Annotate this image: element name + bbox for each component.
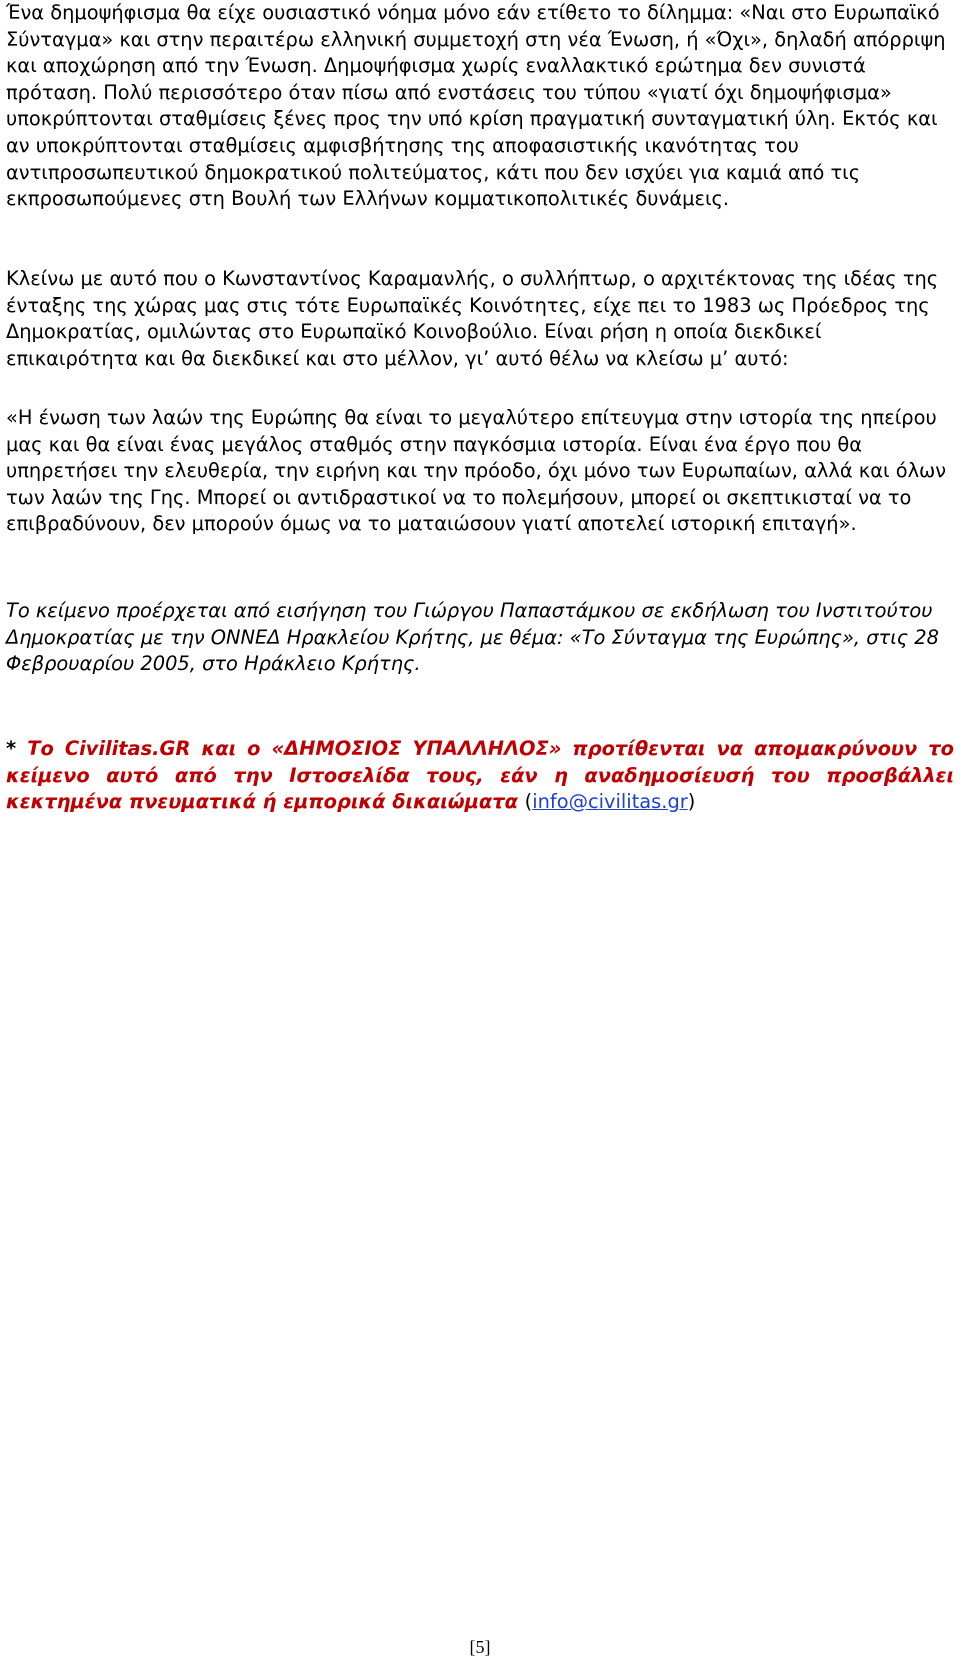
paragraph-karamanlis: Κλείνω με αυτό που ο Κωνσταντίνος Καραμανλής, ο συλλήπτωρ, ο αρχιτέκτονας της ιδέας της ένταξης της χώρας μας στις τότε Ευρωπαϊκές Κοινότητες, είχε πει το 1983 ως Πρόεδρος της Δημοκρατίας, ομιλώντας στο Ευρωπαϊκό Κοινοβούλιο. Είναι ρήση η οποία διεκδικεί επικαιρότητα και θα διεκδικεί και στο μέλλον, γι’ αυτό θέλω να κλείσω μ’ αυτό: [6,267,939,370]
notice-close-paren: ) [687,790,696,814]
contact-email-link[interactable]: info@civilitas.gr [532,790,688,814]
notice-text: Το Civilitas.GR και ο «ΔΗΜΟΣΙΟΣ ΥΠΑΛΛΗΛΟΣ» προτίθενται να απομακρύνουν το κείμενο αυτό από την Ιστοσελίδα τους, εάν η αναδημοσίευσή του προσβάλλει κεκτημένα πνευματικά ή εμπορικά δικαιώματα [6,737,954,814]
paragraph-referendum: Ένα δημοψήφισμα θα είχε ουσιαστικό νόημα μόνο εάν ετίθετο το δίλημμα: «Ναι στο Ευρωπαϊκό Σύνταγμα» και στην περαιτέρω ελληνική συμμετοχή στη νέα Ένωση, ή «Όχι», δηλαδή απόρριψη και αποχώρηση από την Ένωση. Δημοψήφισμα χωρίς εναλλακτικό ερώτημα δεν συνιστά πρόταση. Πολύ περισσότερο όταν πίσω από ενστάσεις του τύπου «γιατί όχι δημοψήφισμα» υποκρύπτονται σταθμίσεις ξένες προς την υπό κρίση πραγματική συνταγματική ύλη. Εκτός και αν υποκρύπτονται σταθμίσεις αμφισβήτησης της αποφασιστικής ικανότητας του αντιπροσωπευτικού δημοκρατικού πολιτεύματος, κάτι που δεν ισχύει για καμιά από τις εκπροσωπούμενες στη Βουλή των Ελλήνων κομματικοπολιτικές δυνάμεις. [6,1,946,211]
paragraph-quote: «Η ένωση των λαών της Ευρώπης θα είναι το μεγαλύτερο επίτευγμα στην ιστορία της ηπείρου μας και θα είναι ένας μεγάλος σταθμός στην παγκόσμια ιστορία. Είναι ένα έργο που θα υπηρετήσει την ελευθερία, την ειρήνη και την πρόοδο, όχι μόνο των Ευρωπαίων, αλλά και όλων των λαών της Γης. Μπορεί οι αντιδραστικοί να το πολεμήσουν, μπορεί οι σκεπτικισταί να το επιβραδύνουν, δεν μπορούν όμως να το ματαιώσουν γιατί αποτελεί ιστορική επιταγή». [6,406,947,536]
paragraph-source-note: Το κείμενο προέρχεται από εισήγηση του Γιώργου Παπαστάμκου σε εκδήλωση του Ινστιτούτου Δημοκρατίας με την ΟΝΝΕΔ Ηρακλείου Κρήτης, με θέμα: «Το Σύνταγμα της Ευρώπης», στις 28 Φεβρουαρίου 2005, στο Ηράκλειο Κρήτης. [6,599,939,676]
page-number: [5] [469,1637,491,1657]
notice-open-paren: ( [524,790,533,814]
notice-asterisk: * [6,737,17,760]
copyright-notice [6,736,954,816]
